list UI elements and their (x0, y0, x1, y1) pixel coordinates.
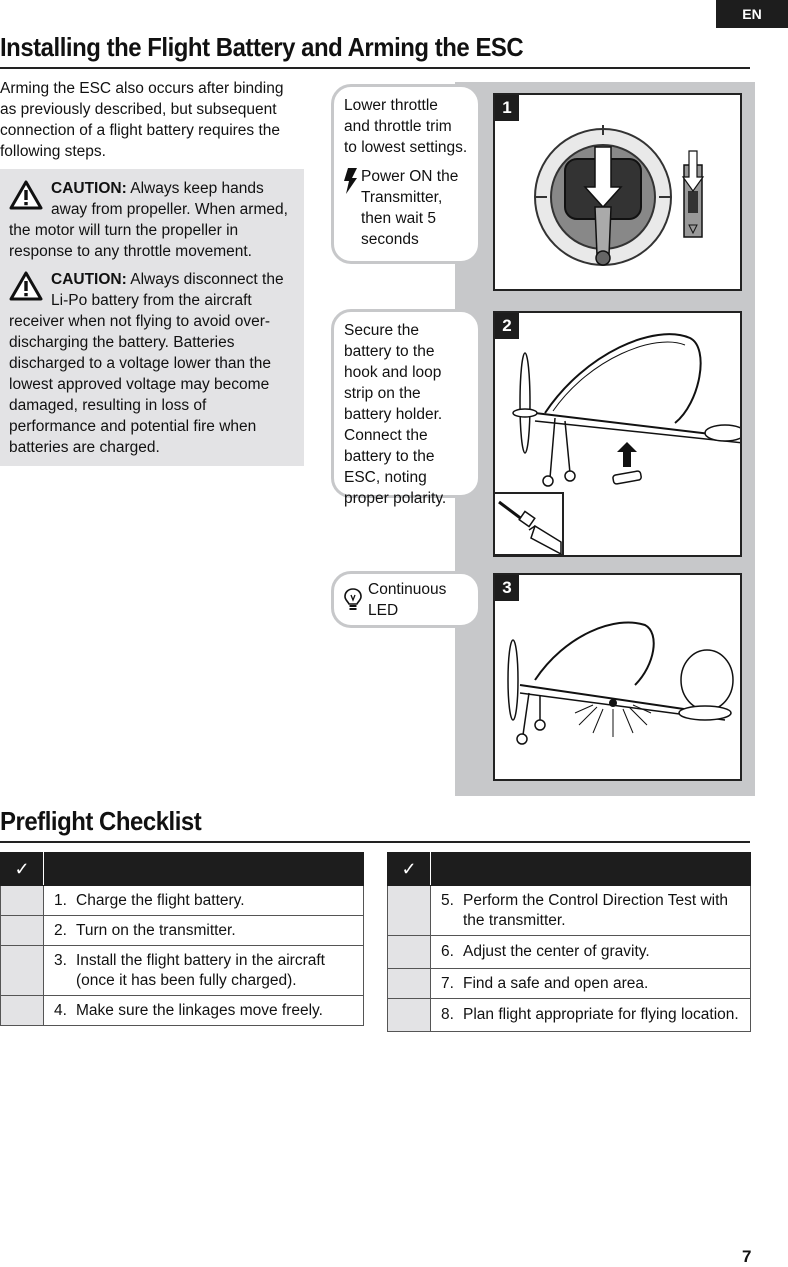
section-title-battery: Installing the Flight Battery and Arming the ESC (0, 32, 524, 62)
item-text: Perform the Control Direction Test with (463, 892, 729, 909)
caution-label: CAUTION: (51, 271, 127, 288)
item-text: Install the flight battery in the aircraft (76, 952, 325, 969)
figure-1 (493, 93, 742, 291)
checklist-row (1, 996, 364, 1026)
item-number: 1. (54, 892, 67, 909)
checkbox[interactable] (388, 936, 431, 969)
caution-text: Always disconnect the Li-Po battery from the aircraft receiver when not flying to avoid over-discharging the battery. Batteries discharged to a voltage lower than the lowest approved voltage may become damaged, resulting in loss of performance and potential fire when batteries are charged. (9, 271, 284, 456)
item-number: 5. (441, 892, 454, 909)
checklist-row (388, 886, 751, 936)
checkmark-icon: ✓ (388, 853, 431, 886)
checkbox[interactable] (1, 886, 44, 916)
title-rule (0, 67, 750, 69)
checkbox[interactable] (1, 916, 44, 946)
checkmark-icon: ✓ (1, 853, 44, 886)
checklist-row (1, 916, 364, 946)
item-number: 2. (54, 922, 67, 939)
checkbox[interactable] (388, 886, 431, 936)
step-2-callout (331, 309, 481, 507)
lightning-bolt-icon (344, 168, 358, 194)
item-text: Adjust the center of gravity. (463, 943, 650, 960)
checklist-header (388, 853, 751, 886)
aircraft-led-illustration (495, 575, 742, 781)
step-3-callout (331, 571, 481, 628)
item-text: Charge the flight battery. (76, 892, 245, 909)
light-bulb-icon (344, 588, 362, 612)
connector-illustration (495, 494, 562, 554)
caution-1 (9, 178, 294, 262)
item-number: 4. (54, 1002, 67, 1019)
step-1-subtext-row (344, 166, 468, 250)
caution-box (0, 169, 304, 466)
item-number: 7. (441, 975, 454, 992)
warning-triangle-icon (9, 271, 43, 301)
page-number: 7 (742, 1247, 752, 1266)
step-2-text: Secure the battery to the hook and loop strip on the battery holder. Connect the battery to the ESC, noting proper polarity. (344, 322, 447, 507)
figure-2-number: 2 (495, 313, 519, 339)
item-text-line-2: the transmitter. (463, 912, 566, 929)
step-1-callout (331, 84, 481, 264)
item-text: Make sure the linkages move freely. (76, 1002, 323, 1019)
checklist-right (387, 852, 751, 1032)
checklist-row (388, 969, 751, 999)
checkbox[interactable] (388, 969, 431, 999)
connector-inset (493, 492, 564, 556)
checklist-row (1, 946, 364, 996)
item-text: Plan flight appropriate for flying location. (463, 1006, 739, 1023)
item-text-line-2: (once it has been fully charged). (76, 972, 297, 989)
figure-3-number: 3 (495, 575, 519, 601)
caution-label: CAUTION: (51, 180, 127, 197)
item-text: Find a safe and open area. (463, 975, 649, 992)
item-text: Turn on the transmitter. (76, 922, 236, 939)
step-3-text: Continuous LED (368, 580, 447, 619)
caution-text: Always keep hands away from propeller. When armed, the motor will turn the propeller in response to any throttle movement. (9, 180, 288, 260)
checklist-row (388, 999, 751, 1032)
checklist-row (388, 936, 751, 969)
checklist-header-blank (44, 853, 364, 886)
title-rule (0, 841, 750, 843)
figure-1-number: 1 (495, 95, 519, 121)
checklist-left (0, 852, 364, 1026)
checkbox[interactable] (1, 946, 44, 996)
language-tab: EN (716, 0, 788, 28)
warning-triangle-icon (9, 180, 43, 210)
section-title-checklist: Preflight Checklist (0, 806, 202, 836)
checkbox[interactable] (1, 996, 44, 1026)
caution-2 (9, 269, 294, 458)
step-1-text: Lower throttle and throttle trim to lowest settings. (344, 97, 468, 156)
checklist-row (1, 886, 364, 916)
item-number: 8. (441, 1006, 454, 1023)
step-1-subtext: Power ON the Transmitter, then wait 5 seconds (361, 168, 459, 248)
checklist-header-blank (431, 853, 751, 886)
item-number: 6. (441, 943, 454, 960)
checkbox[interactable] (388, 999, 431, 1032)
item-number: 3. (54, 952, 67, 969)
figure-3 (493, 573, 742, 781)
intro-paragraph: Arming the ESC also occurs after binding as previously described, but subsequent connection of a flight battery requires the following steps. (0, 80, 284, 160)
transmitter-throttle-illustration (495, 95, 742, 291)
checklist-header (1, 853, 364, 886)
